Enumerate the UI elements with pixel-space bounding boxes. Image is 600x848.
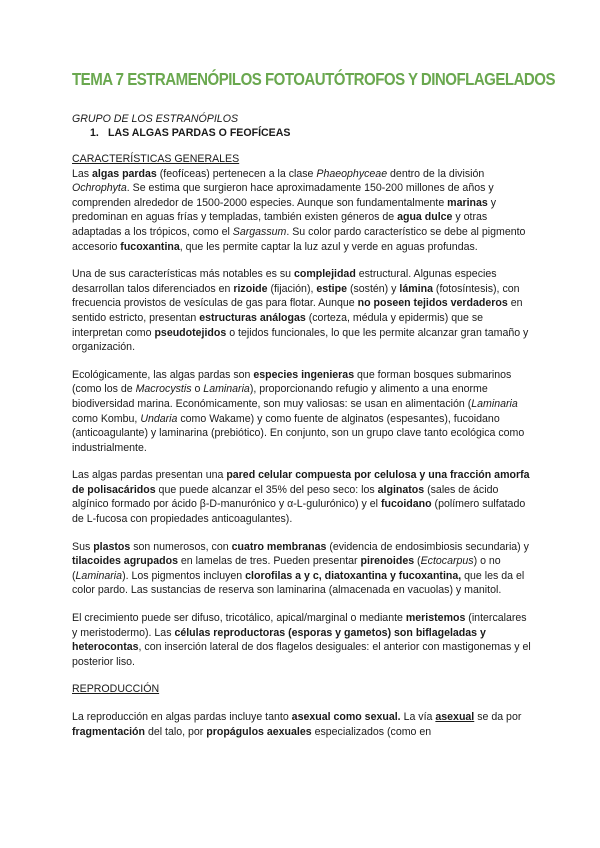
text-run: lámina — [399, 282, 433, 295]
text-run: Sus — [72, 540, 94, 553]
text-run: que puede alcanzar el 35% del peso seco: los — [155, 483, 378, 496]
text-run: especies ingenieras — [253, 368, 355, 381]
text-run: meristemos — [405, 612, 466, 625]
text-run: Ecológicamente, las algas pardas son — [72, 368, 254, 381]
text-run: ), proporcionando refugio y alimento a una enorme biodiversidad marina. Económicamente, son muy valiosas: se usan en alimentación ( — [72, 383, 488, 410]
text-run: propágulos aexuales — [206, 725, 312, 738]
document-title: TEMA 7 ESTRAMENÓPILOS FOTOAUTÓTROFOS Y DINOFLAGELADOS — [72, 69, 555, 89]
text-run: que les da el color pardo. Las sustancias de reserva son laminarina (almacenada en vacuolas) y manitol. — [72, 569, 525, 597]
text-run: (sostén) y — [347, 282, 400, 295]
text-run: Laminaria — [471, 397, 518, 410]
text-run: Undaria — [140, 412, 178, 425]
text-run: . Su color pardo característico se debe al pigmento accesorio — [72, 225, 526, 253]
text-run: estructuras análogas — [199, 311, 306, 324]
text-run: Sargassum — [232, 225, 287, 238]
text-run: Laminaria — [203, 383, 250, 396]
text-run: y predominan en aguas frías y templadas, también existen géneros de — [72, 196, 497, 224]
text-run: asexual como sexual. — [291, 711, 401, 723]
text-run: y otras adaptadas a los trópicos, como el — [72, 211, 488, 238]
text-run: estructural. Algunas especies desarrollan talos diferenciados en — [72, 268, 497, 295]
text-run: ). Los pigmentos incluyen — [122, 569, 246, 582]
text-run: (evidencia de endosimbiosis secundaria) y — [326, 540, 529, 553]
text-run: o tejidos funcionales, lo que les permite alcanzar gran tamaño y organización. — [72, 326, 529, 354]
paragraph-reproduction — [72, 710, 532, 739]
text-run: plastos — [93, 540, 131, 553]
text-run: Una de sus características más notables es su — [72, 268, 294, 281]
text-run: Ectocarpus — [420, 555, 474, 568]
paragraph-cell-wall — [72, 468, 532, 526]
text-run: células reproductoras (esporas y gametos) son biflageladas y heterocontas — [72, 626, 486, 654]
text-run: o — [191, 383, 204, 396]
characteristics-heading: CARACTERÍSTICAS GENERALES — [72, 153, 240, 165]
text-run: Ochrophyta — [72, 182, 127, 195]
paragraph-structure — [72, 267, 532, 355]
text-run: algas pardas — [92, 167, 157, 180]
text-run: pirenoides — [360, 555, 415, 568]
section-label: LAS ALGAS PARDAS O FEOFÍCEAS — [108, 127, 291, 139]
text-run: del talo, por — [145, 725, 207, 738]
text-run: asexual — [435, 711, 475, 723]
text-run: Las algas pardas presentan una — [72, 469, 227, 482]
text-run: rizoide — [233, 282, 268, 295]
section-number: 1. — [90, 127, 99, 139]
text-run: como Kombu, — [72, 412, 141, 425]
text-run: Macrocystis — [135, 383, 192, 396]
text-run: El crecimiento puede ser difuso, tricotálico, apical/marginal o mediante — [72, 612, 406, 625]
text-run: cuatro membranas — [231, 540, 327, 553]
text-run: tilacoides agrupados — [72, 555, 178, 568]
reproduction-heading: REPRODUCCIÓN — [72, 683, 160, 696]
text-run: pared celular compuesta por celulosa y una fracción amorfa de polisacáridos — [72, 469, 530, 496]
text-run: complejidad — [293, 268, 356, 281]
text-run: (intercalares y meristodermo). Las — [72, 612, 527, 639]
group-label: GRUPO DE LOS ESTRANÓPILOS — [72, 113, 239, 125]
paragraph-plastids — [72, 540, 532, 598]
document-body — [72, 152, 532, 752]
text-run: como Wakame) y como fuente de alginatos (espesantes), fucoidano (anticoagulante) y laminarina (prebiótico). En conjunto, son un grupo clave tanto ecológica como industrialmente. — [72, 412, 525, 454]
section-heading — [90, 126, 290, 141]
text-run: que forman bosques submarinos (como los de — [72, 368, 512, 396]
paragraph-growth — [72, 611, 532, 669]
text-run: Laminaria — [75, 569, 123, 582]
text-run: ( — [414, 555, 421, 568]
text-run: son numerosos, con — [130, 540, 232, 553]
text-run: , que les permite captar la luz azul y verde en aguas profundas. — [179, 240, 478, 253]
text-run: alginatos — [377, 483, 425, 496]
text-run: se da por — [474, 711, 522, 723]
text-run: (fotosíntesis), con frecuencia provistos de vesículas de gas para flotar. Aunque — [72, 282, 520, 310]
text-run: fragmentación — [72, 725, 145, 738]
text-run: Las — [72, 167, 93, 180]
text-run: fucoidano — [380, 498, 432, 511]
text-run: clorofilas a y c, diatoxantina y fucoxantina, — [245, 569, 462, 582]
text-run: en sentido estricto, presentan — [72, 297, 523, 324]
text-run: (corteza, médula y epidermis) que se interpretan como — [72, 311, 484, 339]
text-run: pseudotejidos — [154, 326, 227, 339]
text-run: fucoxantina — [120, 240, 180, 253]
text-run: Phaeophyceae — [316, 167, 388, 180]
text-run: marinas — [447, 196, 488, 209]
paragraph-ecology — [72, 368, 532, 456]
text-run: . Se estima que surgieron hace aproximadamente 150-200 millones de años y comprenden alrededor de 1500-2000 especies. Aunque son fundamentalmente — [72, 182, 494, 209]
text-run: (fijación), — [267, 282, 317, 295]
text-run: (sales de ácido algínico formado por ácido β-D-manurónico y α-L-gulurónico) y el — [72, 483, 499, 511]
text-run: dentro de la división — [387, 167, 485, 180]
text-run: no poseen tejidos verdaderos — [357, 297, 508, 310]
text-run: La vía — [400, 711, 436, 723]
text-run: ) o no ( — [72, 555, 501, 582]
text-run: (polímero sulfatado de L-fucosa con propiedades anticoagulantes). — [72, 498, 526, 526]
paragraph-intro — [72, 167, 532, 255]
text-run: La reproducción en algas pardas incluye tanto — [72, 711, 292, 723]
text-run: , con inserción lateral de dos flagelos desiguales: el anterior con mastigonemas y el posterior liso. — [72, 641, 531, 668]
text-run: (feofíceas) pertenecen a la clase — [156, 167, 317, 180]
text-run: especializados (como en — [311, 725, 432, 738]
text-run: agua dulce — [397, 211, 453, 224]
text-run: en lamelas de tres. Pueden presentar — [177, 555, 361, 568]
text-run: estipe — [316, 282, 347, 295]
